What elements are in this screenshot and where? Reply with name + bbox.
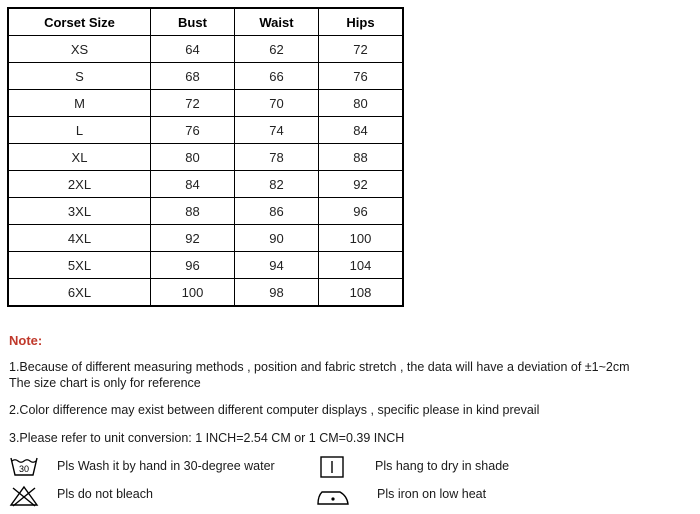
table-row [8, 36, 403, 63]
table-cell: 68 [151, 63, 235, 90]
table-cell: 86 [235, 198, 319, 225]
table-cell: 100 [151, 279, 235, 307]
iron-low-heat-icon [316, 484, 350, 508]
table-row [8, 144, 403, 171]
header-corset-size: Corset Size [8, 8, 151, 36]
no-bleach-icon [9, 484, 39, 508]
table-cell: 80 [319, 90, 404, 117]
table-cell: XL [8, 144, 151, 171]
table-row [8, 90, 403, 117]
table-row [8, 252, 403, 279]
note-color-difference: 2.Color difference may exist between different computer displays , specific please in kind prevail [9, 403, 540, 417]
table-cell: 84 [151, 171, 235, 198]
table-cell: 64 [151, 36, 235, 63]
table-cell: 72 [319, 36, 404, 63]
table-cell: 88 [151, 198, 235, 225]
table-cell: 78 [235, 144, 319, 171]
care-bleach-text: Pls do not bleach [57, 487, 153, 501]
note-unit-conversion: 3.Please refer to unit conversion: 1 INCH=2.54 CM or 1 CM=0.39 INCH [9, 431, 405, 445]
table-cell: 2XL [8, 171, 151, 198]
care-dry-text: Pls hang to dry in shade [375, 459, 510, 473]
table-row [8, 171, 403, 198]
note-measurement-line2: The size chart is only for reference [9, 376, 201, 390]
care-wash-text: Pls Wash it by hand in 30-degree water [57, 459, 275, 473]
table-cell: L [8, 117, 151, 144]
note-measurement [9, 359, 630, 391]
table-cell: 104 [319, 252, 404, 279]
hand-wash-icon [9, 455, 39, 479]
table-cell: 72 [151, 90, 235, 117]
header-waist: Waist [235, 8, 319, 36]
note-measurement-line1: 1.Because of different measuring methods , position and fabric stretch , the data will have a deviation of ±1~2cm [9, 360, 630, 374]
table-row [8, 198, 403, 225]
table-cell: 92 [319, 171, 404, 198]
table-cell: 80 [151, 144, 235, 171]
table-row [8, 117, 403, 144]
table-cell: 96 [151, 252, 235, 279]
table-cell: S [8, 63, 151, 90]
table-cell: XS [8, 36, 151, 63]
note-title: Note: [9, 333, 43, 348]
size-chart-table [7, 7, 404, 307]
care-iron-text: Pls iron on low heat [377, 487, 487, 501]
table-row [8, 279, 403, 307]
table-cell: 6XL [8, 279, 151, 307]
wash-temp-label: 30 [18, 464, 30, 474]
table-cell: 5XL [8, 252, 151, 279]
table-row [8, 225, 403, 252]
size-table-body [8, 36, 403, 307]
header-bust: Bust [151, 8, 235, 36]
table-cell: 94 [235, 252, 319, 279]
table-cell: 96 [319, 198, 404, 225]
table-cell: 82 [235, 171, 319, 198]
table-cell: 90 [235, 225, 319, 252]
table-cell: 66 [235, 63, 319, 90]
table-cell: 62 [235, 36, 319, 63]
table-cell: 108 [319, 279, 404, 307]
table-cell: 3XL [8, 198, 151, 225]
table-row [8, 63, 403, 90]
table-cell: 70 [235, 90, 319, 117]
table-cell: 4XL [8, 225, 151, 252]
table-cell: 98 [235, 279, 319, 307]
table-cell: 84 [319, 117, 404, 144]
table-cell: 74 [235, 117, 319, 144]
table-cell: 100 [319, 225, 404, 252]
table-cell: 76 [151, 117, 235, 144]
table-cell: 92 [151, 225, 235, 252]
table-cell: 88 [319, 144, 404, 171]
hang-dry-icon [319, 455, 345, 479]
header-hips: Hips [319, 8, 404, 36]
table-header-row [8, 8, 403, 36]
table-cell: M [8, 90, 151, 117]
table-cell: 76 [319, 63, 404, 90]
